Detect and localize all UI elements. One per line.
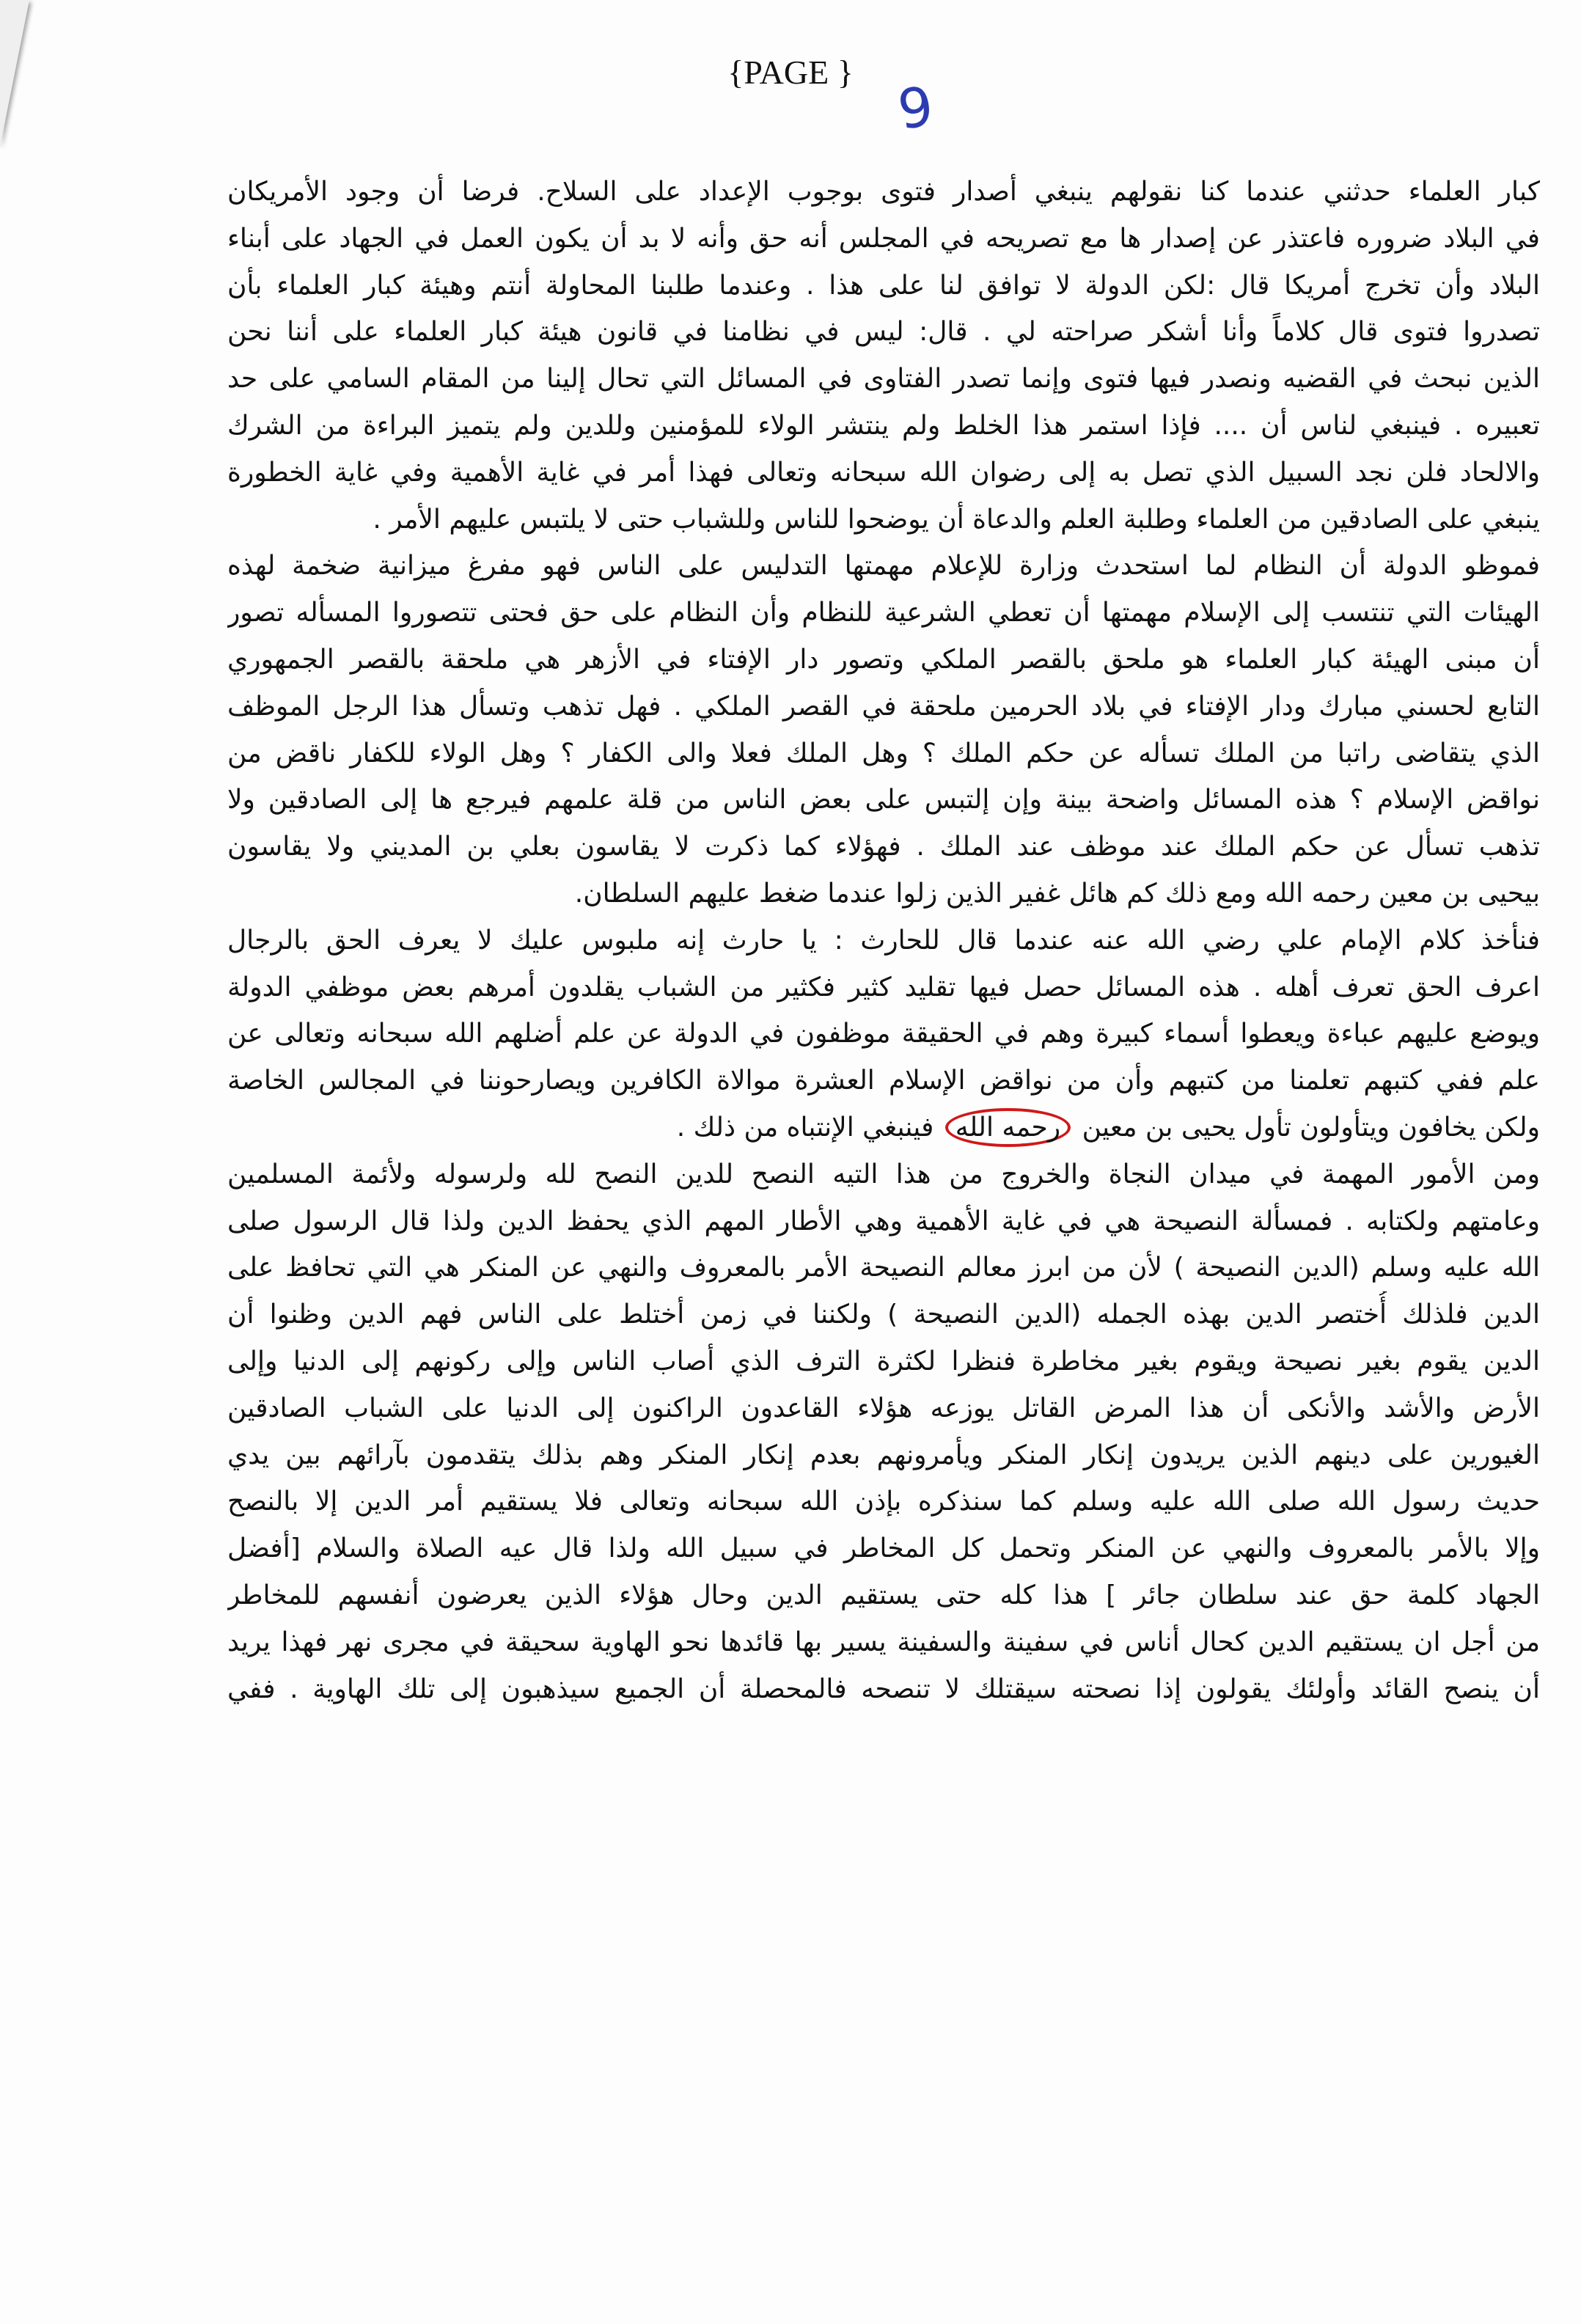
red-circle-annotation: رحمه الله: [945, 1108, 1071, 1147]
text-line: تذهب تسأل عن حكم الملك عند موظف عند الملك . فهؤلاء كما ذكرت لا يقاسون بعلي بن المديني ولا يقاسون: [227, 832, 1540, 862]
text-line: التابع لحسني مبارك ودار الإفتاء في بلاد الحرمين ملحقة في القصر الملكي . فهل تذهب وتسأل هذا الرجل الموظف: [227, 691, 1540, 722]
text-line: الهيئات التي تنتسب إلى الإسلام مهمتها أن تعطي الشرعية للنظام وأن النظام على حق فحتى تتصوروا المسأله تصور: [227, 598, 1540, 628]
text-line: حديث رسول الله صلى الله عليه وسلم كما سنذكره بإذن الله سبحانه وتعالى فلا يستقيم أمر الدين إلا بالنصح: [227, 1487, 1540, 1517]
text-line: الجهاد كلمة حق عند سلطان جائر ] هذا كله حتى يستقيم الدين وحال هؤلاء الذين يعرضون أنفسهم للمخاطر: [227, 1580, 1540, 1610]
text-line: فموظو الدولة أن النظام لما استحدث وزارة للإعلام مهمتها التدليس على الناس فهو مفرغ ميزانية ضخمة لهذه: [227, 551, 1540, 582]
text-line: من أجل ان يستقيم الدين كحال أناس في سفينة والسفينة يسير بها قائدها نحو الهاوية سحيقة في مجرى نهر فهذا يريد: [227, 1627, 1540, 1657]
text-line: أن ينصح القائد وأولئك يقولون إذا نصحته سيقتلك لا تنصحه فالمحصلة أن الجميع سيذهبون إلى تلك الهاوية . ففي: [227, 1674, 1540, 1704]
text-line: الأرض والأشد والأنكى أن هذا المرض القاتل يوزعه هؤلاء القاعدون الراكنون إلى الدنيا على الشباب الصادقين: [227, 1393, 1540, 1423]
handwritten-page-number: 9: [894, 75, 937, 142]
text-line: اعرف الحق تعرف أهله . هذه المسائل حصل فيها تقليد كثير فكثير من الشباب يقلدون أمرهم بعض موظفي الدولة: [227, 972, 1540, 1002]
text-line: أن مبنى الهيئة كبار العلماء هو ملحق بالقصر الملكي وتصور دار الإفتاء في الأزهر هي ملحقة بالقصر الجمهوري: [227, 644, 1540, 675]
text-line: الدين يقوم بغير نصيحة ويقوم بغير مخاطرة فنظرا لكثرة الترف الذي أصاب الناس وإلى ركونهم إلى الدنيا وإلى: [227, 1346, 1540, 1377]
text-line: وعامتهم ولكتابه . فمسألة النصيحة هي في غاية الأهمية وهي الأطار المهم الذي يحفظ الدين ولذا قال الرسول صلى: [227, 1206, 1540, 1236]
text-line: الذي يتقاضى راتبا من الملك تسأله عن حكم الملك ؟ وهل الملك فعلا والى الكفار ؟ وهل الولاء للكفار ناقض من: [227, 738, 1540, 769]
text-line: الذين نبحث في القضيه ونصدر فيها فتوى وإنما تصدر الفتاوى في المسائل التي تحال إلينا من المقام السامي على حد: [227, 364, 1540, 395]
text-line: وإلا بالأمر بالمعروف والنهي عن المنكر وتحمل كل المخاطر في سبيل الله ولذا قال عيه الصلاة والسلام [أفضل: [227, 1533, 1540, 1564]
text-line: كبار العلماء حدثني عندما كنا نقولهم ينبغي أصدار فتوى بوجوب الإعداد على السلاح. فرضا أن وجود الأمريكان: [227, 177, 1540, 207]
text-line: ومن الأمور المهمة في ميدان النجاة والخروج من هذا التيه النصح للدين النصح لله ولرسوله ولأئمة المسلمين: [227, 1159, 1540, 1190]
text-line: الغيورين على دينهم الذين يريدون إنكار المنكر ويأمرونهم بعدم إنكار المنكر وهم بذلك يتقدمون بآرائهم بين يدي: [227, 1440, 1540, 1470]
text-line: نواقض الإسلام ؟ هذه المسائل واضحة بينة وإن إلتبس على بعض الناس من قلة علمهم فيرجع ها إلى الصادقين ولا: [227, 785, 1540, 815]
text-line: الله عليه وسلم (الدين النصيحة ) لأن من ابرز معالم النصيحة الأمر بالمعروف والنهي عن المنكر هي التي تحافظ على: [227, 1253, 1540, 1283]
text-line: بيحيى بن معين رحمه الله ومع ذلك كم هائل غفير الذين زلوا عندما ضغط عليهم السلطان.: [574, 878, 1540, 909]
text-line: ولكن يخافون ويتأولون تأول يحيى بن معين رحمه الله فينبغي الإنتباه من ذلك .: [227, 1104, 1540, 1151]
text-line: ينبغي على الصادقين من العلماء وطلبة العلم والدعاة أن يوضحوا للناس وللشباب حتى لا يلتبس عليهم الأمر .: [373, 504, 1540, 535]
text-line: ويوضع عليهم عباءة ويعطوا أسماء كبيرة وهم في الحقيقة موظفون في الدولة عن علم أضلهم الله سبحانه وتعالى عن: [227, 1019, 1540, 1049]
text-line: في البلاد ضروره فاعتذر عن إصدار ها مع تصريحه في المجلس أنه حق وأنه لا بد أن يكون العمل في الجهاد على أبناء: [227, 223, 1540, 254]
text-line: تصدروا فتوى قال كلاماً وأنا أشكر صراحته لي . قال: ليس في نظامنا في قانون هيئة كبار العلماء على أننا نحن: [227, 317, 1540, 348]
text-line: فنأخذ كلام الإمام علي رضي الله عنه عندما قال للحارث : يا حارث إنه ملبوس عليك لا يعرف الحق بالرجال: [227, 925, 1540, 956]
text-line: علم ففي كتبهم تعلمنا من كتبهم وأن من نواقض الإسلام العشرة موالاة الكافرين ويصارحوننا في المجالس الخاصة: [227, 1066, 1540, 1096]
page-field-code: {PAGE }: [727, 54, 854, 91]
text-line: البلاد وأن تخرج أمريكا قال :لكن الدولة لا توافق لنا على هذا . وعندما طلبنا المحاولة أنتم وهيئة كبار العلماء بأن: [227, 270, 1540, 301]
text-line: الدين فلذلك أُختصر الدين بهذه الجمله (الدين النصيحة ) ولكننا في زمن أختلط على الناس فهم الدين وظنوا أن: [227, 1300, 1540, 1330]
text-line: تعبيره . فينبغي لناس أن .... فإذا استمر هذا الخلط ولم ينتشر الولاء للمؤمنين وللدين ولم يتميز البراءة من الشرك: [227, 410, 1540, 441]
text-line: والالحاد فلن نجد السبيل الذي تصل به إلى رضوان الله سبحانه وتعالى فهذا أمر في غاية الأهمية وفي غاية الخطورة: [227, 457, 1540, 488]
document-body: [227, 169, 1540, 1712]
